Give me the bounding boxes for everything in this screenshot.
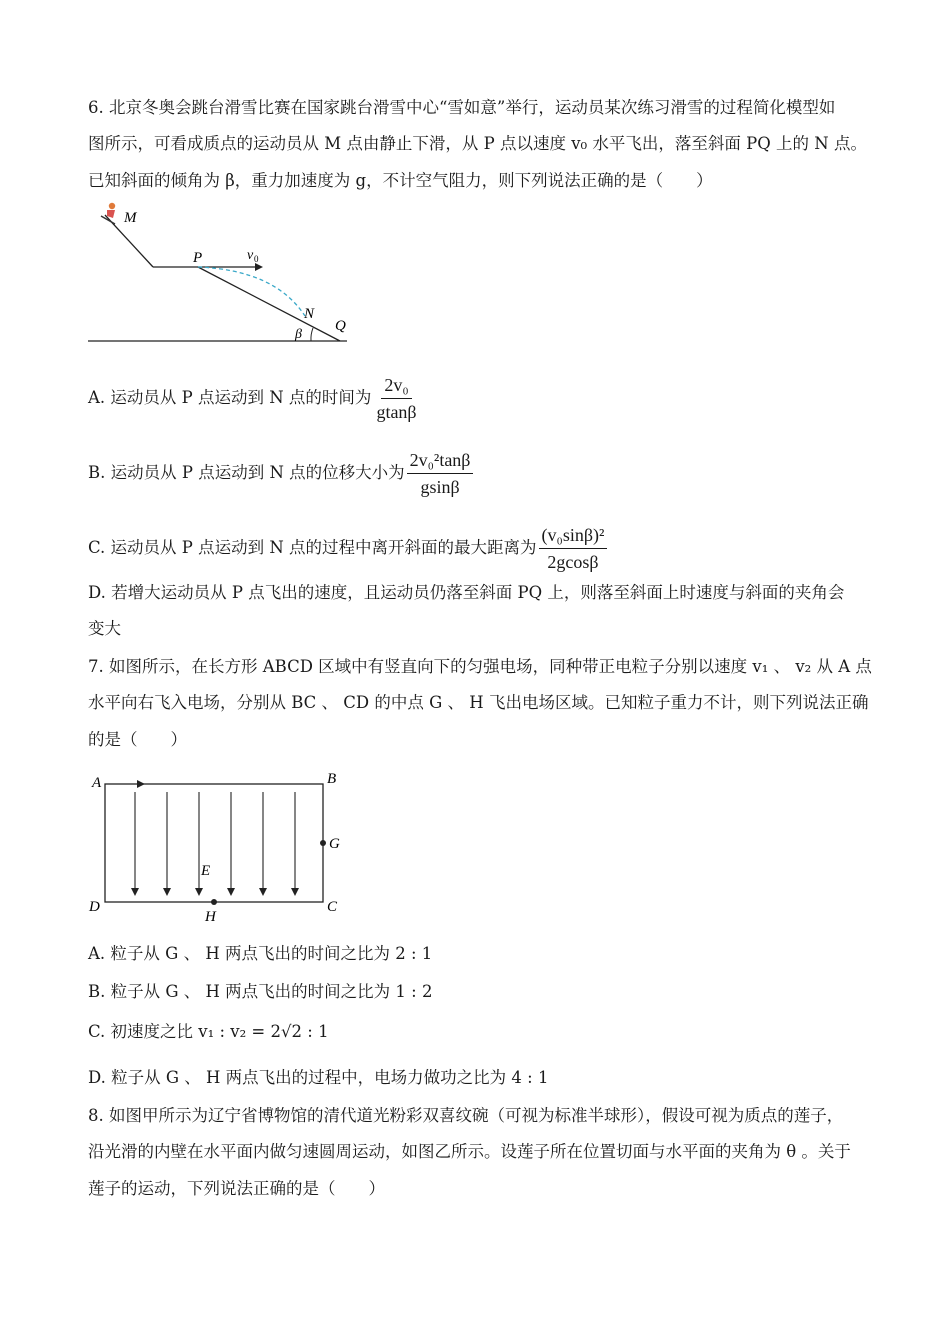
q6-option-a-fraction	[373, 374, 419, 423]
label-v0: v	[247, 248, 254, 263]
label-m: M	[124, 210, 137, 226]
q6-option-c[interactable]	[88, 524, 607, 573]
fraction-numerator: 2v₀²tanβ	[407, 449, 474, 474]
slope-pq	[198, 267, 340, 341]
label-beta: β	[295, 327, 302, 342]
q6-option-d[interactable]: D. 若增大运动员从 P 点飞出的速度，且运动员仍落至斜面 PQ 上，则落至斜面上时速度与斜面的夹角会	[88, 583, 845, 602]
q8-line-2: 沿光滑的内壁在水平面内做匀速圆周运动，如图乙所示。设莲子所在位置切面与水平面的夹角为 θ 。关于	[88, 1142, 851, 1161]
point-g-dot	[320, 840, 326, 846]
q8-line-3: 莲子的运动，下列说法正确的是（ ）	[88, 1179, 385, 1198]
q6-option-c-text: C. 运动员从 P 点运动到 N 点的过程中离开斜面的最大距离为	[88, 538, 537, 557]
label-h: H	[205, 909, 216, 925]
q6-option-d-cont: 变大	[88, 619, 121, 638]
q7-option-d[interactable]: D. 粒子从 G 、 H 两点飞出的过程中，电场力做功之比为 4 : 1	[88, 1068, 549, 1087]
field-rectangle	[105, 784, 323, 902]
q8-line-1: 8. 如图甲所示为辽宁省博物馆的清代道光粉彩双喜纹碗（可视为标准半球形），假设可视为质点的莲子，	[88, 1106, 844, 1125]
skier-icon	[101, 203, 115, 224]
label-g: G	[329, 836, 340, 852]
q7-option-c[interactable]: C. 初速度之比 v₁ : v₂ = 2√2 : 1	[88, 1022, 329, 1041]
label-d: D	[89, 899, 100, 915]
fraction-denominator: gsinβ	[420, 477, 460, 497]
label-n: N	[304, 306, 315, 322]
q7-line-3: 的是（ ）	[88, 730, 187, 749]
q6-line-2: 图所示，可看成质点的运动员从 M 点由静止下滑，从 P 点以速度 v₀ 水平飞出，落至斜面 PQ 上的 N 点。	[88, 134, 867, 153]
field-arrowheads	[131, 888, 299, 896]
q6-option-a[interactable]	[88, 374, 420, 423]
q7-figure	[85, 765, 355, 930]
point-h-dot	[211, 899, 217, 905]
trajectory-curve	[198, 267, 305, 316]
q6-figure	[85, 200, 355, 350]
q6-option-b[interactable]	[88, 449, 473, 498]
fraction-numerator: (v₀sinβ)²	[539, 524, 608, 549]
label-c: C	[327, 899, 338, 915]
fraction-denominator: gtanβ	[376, 402, 417, 422]
q7-line-1: 7. 如图所示，在长方形 ABCD 区域中有竖直向下的匀强电场，同种带正电粒子分别以速度 v₁ 、 v₂ 从 A 点	[88, 657, 872, 676]
label-b: B	[327, 771, 337, 787]
arrow-head-icon	[255, 263, 263, 271]
entry-arrow-icon	[137, 780, 145, 788]
q6-option-c-fraction	[539, 524, 608, 573]
q6-option-a-text: A. 运动员从 P 点运动到 N 点的时间为	[88, 388, 372, 407]
label-e: E	[201, 863, 211, 879]
label-p: P	[193, 250, 203, 266]
q6-line-1: 6. 北京冬奥会跳台滑雪比赛在国家跳台滑雪中心“雪如意”举行，运动员某次练习滑雪的过程简化模型如	[88, 98, 836, 117]
q7-line-2: 水平向右飞入电场，分别从 BC 、 CD 的中点 G 、 H 飞出电场区域。已知粒子重力不计，则下列说法正确	[88, 693, 869, 712]
label-v0-sub: 0	[254, 254, 259, 264]
q7-option-b[interactable]: B. 粒子从 G 、 H 两点飞出的时间之比为 1 : 2	[88, 982, 433, 1001]
field-lines	[135, 792, 295, 889]
q6-line-3: 已知斜面的倾角为 β，重力加速度为 g，不计空气阻力，则下列说法正确的是（ ）	[88, 171, 713, 190]
label-q: Q	[335, 318, 346, 334]
fraction-denominator: 2gcosβ	[547, 552, 599, 572]
angle-arc	[311, 328, 313, 341]
q6-option-b-text: B. 运动员从 P 点运动到 N 点的位移大小为	[88, 463, 405, 482]
q7-option-a[interactable]: A. 粒子从 G 、 H 两点飞出的时间之比为 2 : 1	[88, 944, 433, 963]
fraction-numerator: 2v₀	[381, 374, 411, 399]
q6-option-b-fraction	[407, 449, 474, 498]
label-a: A	[92, 775, 102, 791]
